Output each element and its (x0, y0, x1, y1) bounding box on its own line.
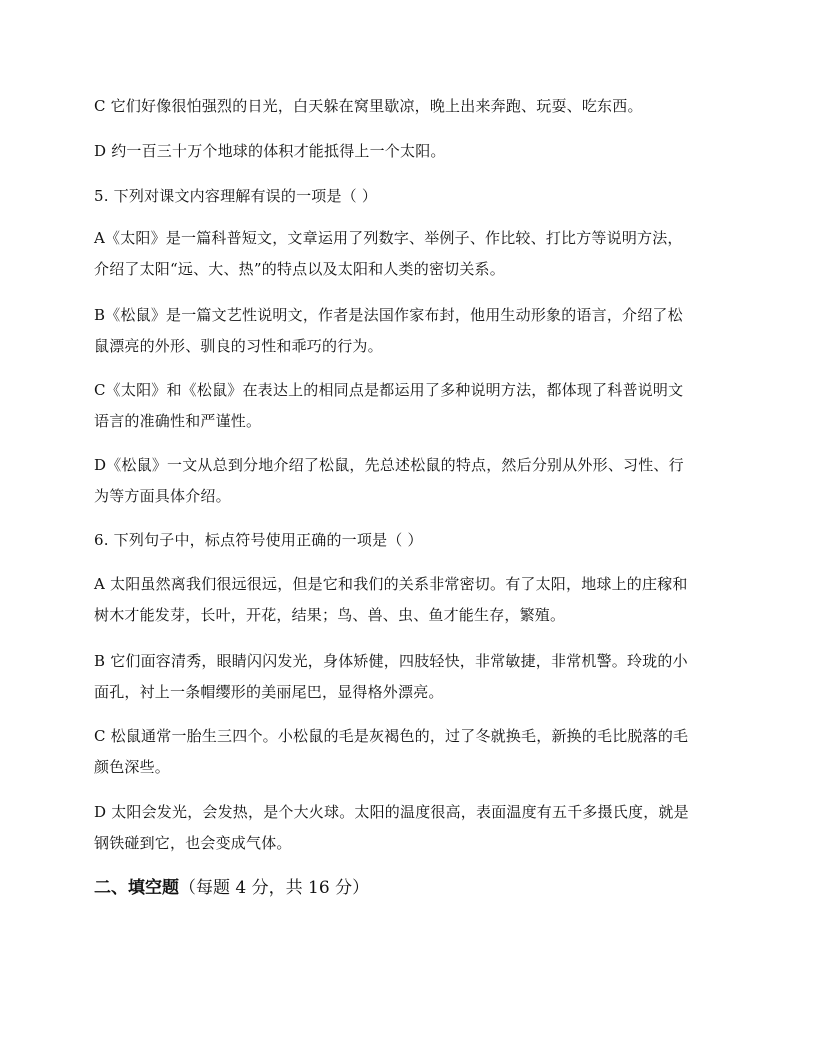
q5-stem: 5. 下列对课文内容理解有误的一项是（ ） (94, 187, 378, 205)
q6-option-b (94, 651, 734, 702)
document-page (94, 0, 734, 1056)
q6-option-d-line-1: D 太阳会发光，会发热，是个大火球。太阳的温度很高，表面温度有五千多摄氏度，就是 (94, 803, 689, 821)
q5-option-c-line-2: 语言的准确性和严谨性。 (94, 412, 262, 430)
q6-option-d (94, 802, 734, 853)
q5-option-b (94, 305, 734, 356)
q6-option-b-line-1: B 它们面容清秀，眼睛闪闪发光，身体矫健，四肢轻快，非常敏捷，非常机警。玲珑的小 (94, 652, 688, 670)
section-2-heading (94, 877, 369, 899)
q5-option-d-line-2: 为等方面具体介绍。 (94, 487, 231, 505)
q5-option-b-line-1: B《松鼠》是一篇文艺性说明文，作者是法国作家布封，他用生动形象的语言，介绍了松 (94, 306, 683, 324)
q5-option-b-line-2: 鼠漂亮的外形、驯良的习性和乖巧的行为。 (94, 337, 383, 355)
q4-option-d: D 约一百三十万个地球的体积才能抵得上一个太阳。 (94, 142, 446, 160)
q6-option-c (94, 726, 734, 777)
q6-option-c-line-1: C 松鼠通常一胎生三四个。小松鼠的毛是灰褐色的，过了冬就换毛，新换的毛比脱落的毛 (94, 727, 689, 745)
q6-option-a-line-2: 树木才能发芽，长叶，开花，结果；鸟、兽、虫、鱼才能生存，繁殖。 (94, 606, 566, 624)
q5-option-a-line-2: 介绍了太阳“远、大、热”的特点以及太阳和人类的密切关系。 (94, 260, 505, 278)
q6-option-c-line-2: 颜色深些。 (94, 758, 171, 776)
q5-option-c (94, 380, 734, 431)
q6-option-a-line-1: A 太阳虽然离我们很远很远，但是它和我们的关系非常密切。有了太阳，地球上的庄稼和 (94, 575, 688, 593)
section-2-note: （每题 4 分，共 16 分） (179, 878, 370, 898)
q5-option-a-line-1: A《太阳》是一篇科普短文，文章运用了列数字、举例子、作比较、打比方等说明方法， (94, 229, 683, 247)
q6-option-a (94, 574, 734, 625)
q6-stem: 6. 下列句子中，标点符号使用正确的一项是（ ） (94, 531, 423, 549)
q6-option-d-line-2: 钢铁碰到它，也会变成气体。 (94, 834, 292, 852)
q5-option-c-line-1: C《太阳》和《松鼠》在表达上的相同点是都运用了多种说明方法，都体现了科普说明文 (94, 381, 684, 399)
section-2-title: 二、填空题 (94, 878, 179, 898)
q6-option-b-line-2: 面孔，衬上一条帽缨形的美丽尾巴，显得格外漂亮。 (94, 683, 444, 701)
q5-option-a (94, 228, 734, 279)
q4-option-c: C 它们好像很怕强烈的日光，白天躲在窝里歇凉，晚上出来奔跑、玩耍、吃东西。 (94, 97, 643, 115)
q5-option-d (94, 455, 734, 506)
q5-option-d-line-1: D《松鼠》一文从总到分地介绍了松鼠，先总述松鼠的特点，然后分别从外形、习性、行 (94, 456, 684, 474)
